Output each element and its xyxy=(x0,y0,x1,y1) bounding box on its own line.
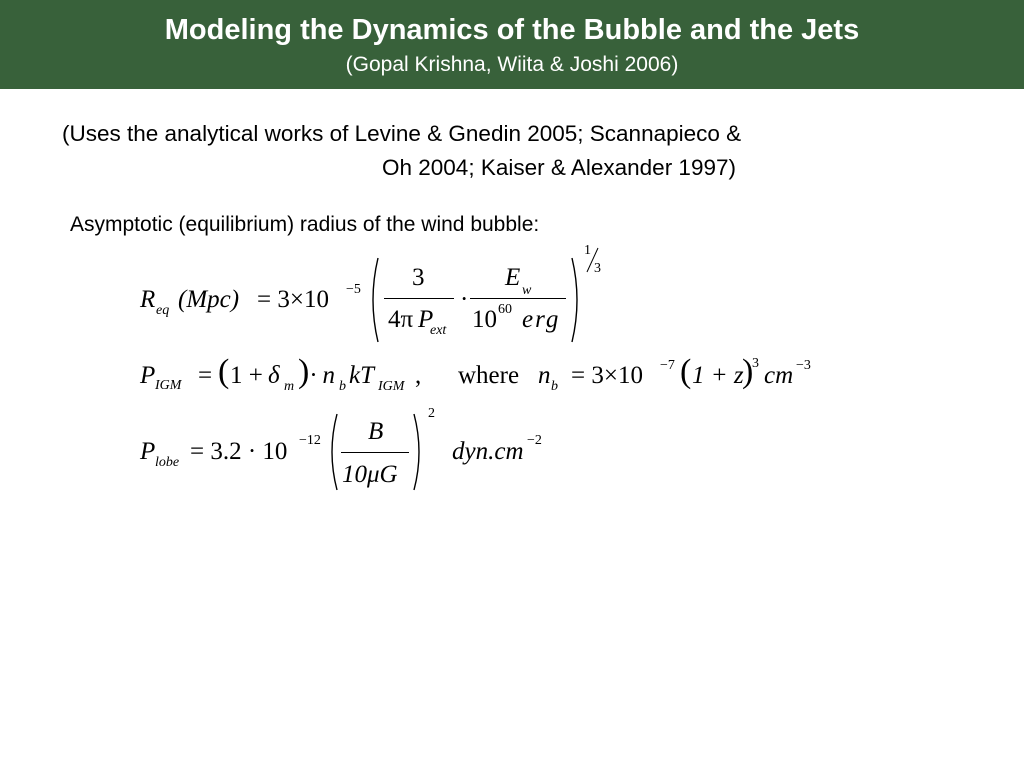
eq1-R-subscript: eq xyxy=(156,303,170,318)
eq1-num-2-E: E xyxy=(505,264,521,291)
eq1-fraction-bar-1 xyxy=(384,298,454,299)
eq1-den-2-exponent: 60 xyxy=(498,302,512,317)
eq2-right-paren: ) xyxy=(298,353,310,390)
eq3-fraction-bar xyxy=(341,452,409,453)
eq3-left-paren xyxy=(325,412,339,492)
eq1-den-1-subscript: ext xyxy=(430,323,447,338)
eq3-denominator: 10μG xyxy=(342,461,398,488)
eq2-cm-exponent: −3 xyxy=(796,358,811,373)
eq1-exponent: −5 xyxy=(346,282,361,297)
eq1-den-1-P: P xyxy=(418,306,434,333)
eq2-kT: kT xyxy=(349,362,374,389)
eq1-units: (Mpc) xyxy=(178,286,240,313)
eq3-P-subscript: lobe xyxy=(155,455,180,470)
eq3-square: 2 xyxy=(428,406,435,421)
eq3-exponent: −12 xyxy=(299,433,321,448)
eq1-left-paren xyxy=(366,256,380,344)
eq1-num-2-subscript: w xyxy=(522,283,532,298)
eq1-fraction-bar-2 xyxy=(470,298,566,299)
eq2-left-paren: ( xyxy=(218,353,230,390)
eq3-right-paren xyxy=(412,412,426,492)
eq3-coefficient: = 3.2 · 10 xyxy=(190,438,288,465)
eq2-equals: = xyxy=(198,362,213,389)
eq1-dot: · xyxy=(460,286,469,313)
eq1-power-numerator: 1 xyxy=(584,243,591,258)
eq2-one-plus: 1 + xyxy=(230,362,263,389)
slide-subtitle: (Gopal Krishna, Wiita & Joshi 2006) xyxy=(345,53,679,76)
eq1-num-1: 3 xyxy=(412,264,425,291)
eq2-one-plus-z: 1 + z xyxy=(692,362,744,389)
eq2-n-subscript: b xyxy=(339,379,346,394)
eq1-R: R xyxy=(140,286,156,313)
eq1-right-paren xyxy=(570,256,584,344)
eq1-den-1-prefix: 4π xyxy=(388,306,414,333)
bubble-radius-caption: Asymptotic (equilibrium) radius of the wind bubble: xyxy=(70,213,540,236)
eq2-z-left-paren: ( xyxy=(680,353,692,390)
eq2-delta: δ xyxy=(268,362,280,389)
eq3-unit: dyn.cm xyxy=(452,438,524,465)
slide-title: Modeling the Dynamics of the Bubble and the Jets xyxy=(164,14,860,46)
title-banner xyxy=(0,0,1024,89)
eq3-P: P xyxy=(140,438,156,465)
eq2-where: where xyxy=(458,362,520,389)
eq2-P-subscript: IGM xyxy=(155,378,182,393)
eq3-unit-exponent: −2 xyxy=(527,433,542,448)
eq1-coefficient: = 3×10 xyxy=(257,286,329,313)
eq1-den-2-erg: erg xyxy=(522,306,561,333)
eq2-cube: 3 xyxy=(752,356,759,371)
eq2-n: · n xyxy=(310,362,335,389)
eq2-cm: cm xyxy=(764,362,794,389)
eq2-nb-subscript: b xyxy=(551,379,558,394)
eq1-den-2-prefix: 10 xyxy=(472,306,497,333)
intro-line-2: Oh 2004; Kaiser & Alexander 1997) xyxy=(382,155,736,180)
intro-line-1: (Uses the analytical works of Levine & Gnedin 2005; Scannapieco & xyxy=(62,121,742,146)
eq2-delta-subscript: m xyxy=(284,379,295,394)
eq2-T-subscript: IGM xyxy=(378,379,405,394)
eq2-comma: , xyxy=(415,362,422,389)
eq2-exponent: −7 xyxy=(660,358,675,373)
eq2-coefficient: = 3×10 xyxy=(571,362,643,389)
eq2-nb: n xyxy=(538,362,551,389)
eq3-numerator-B: B xyxy=(368,418,384,445)
eq2-P: P xyxy=(140,362,156,389)
eq2-z-right-paren: ) xyxy=(742,353,754,390)
eq1-power-denominator: 3 xyxy=(594,261,601,276)
